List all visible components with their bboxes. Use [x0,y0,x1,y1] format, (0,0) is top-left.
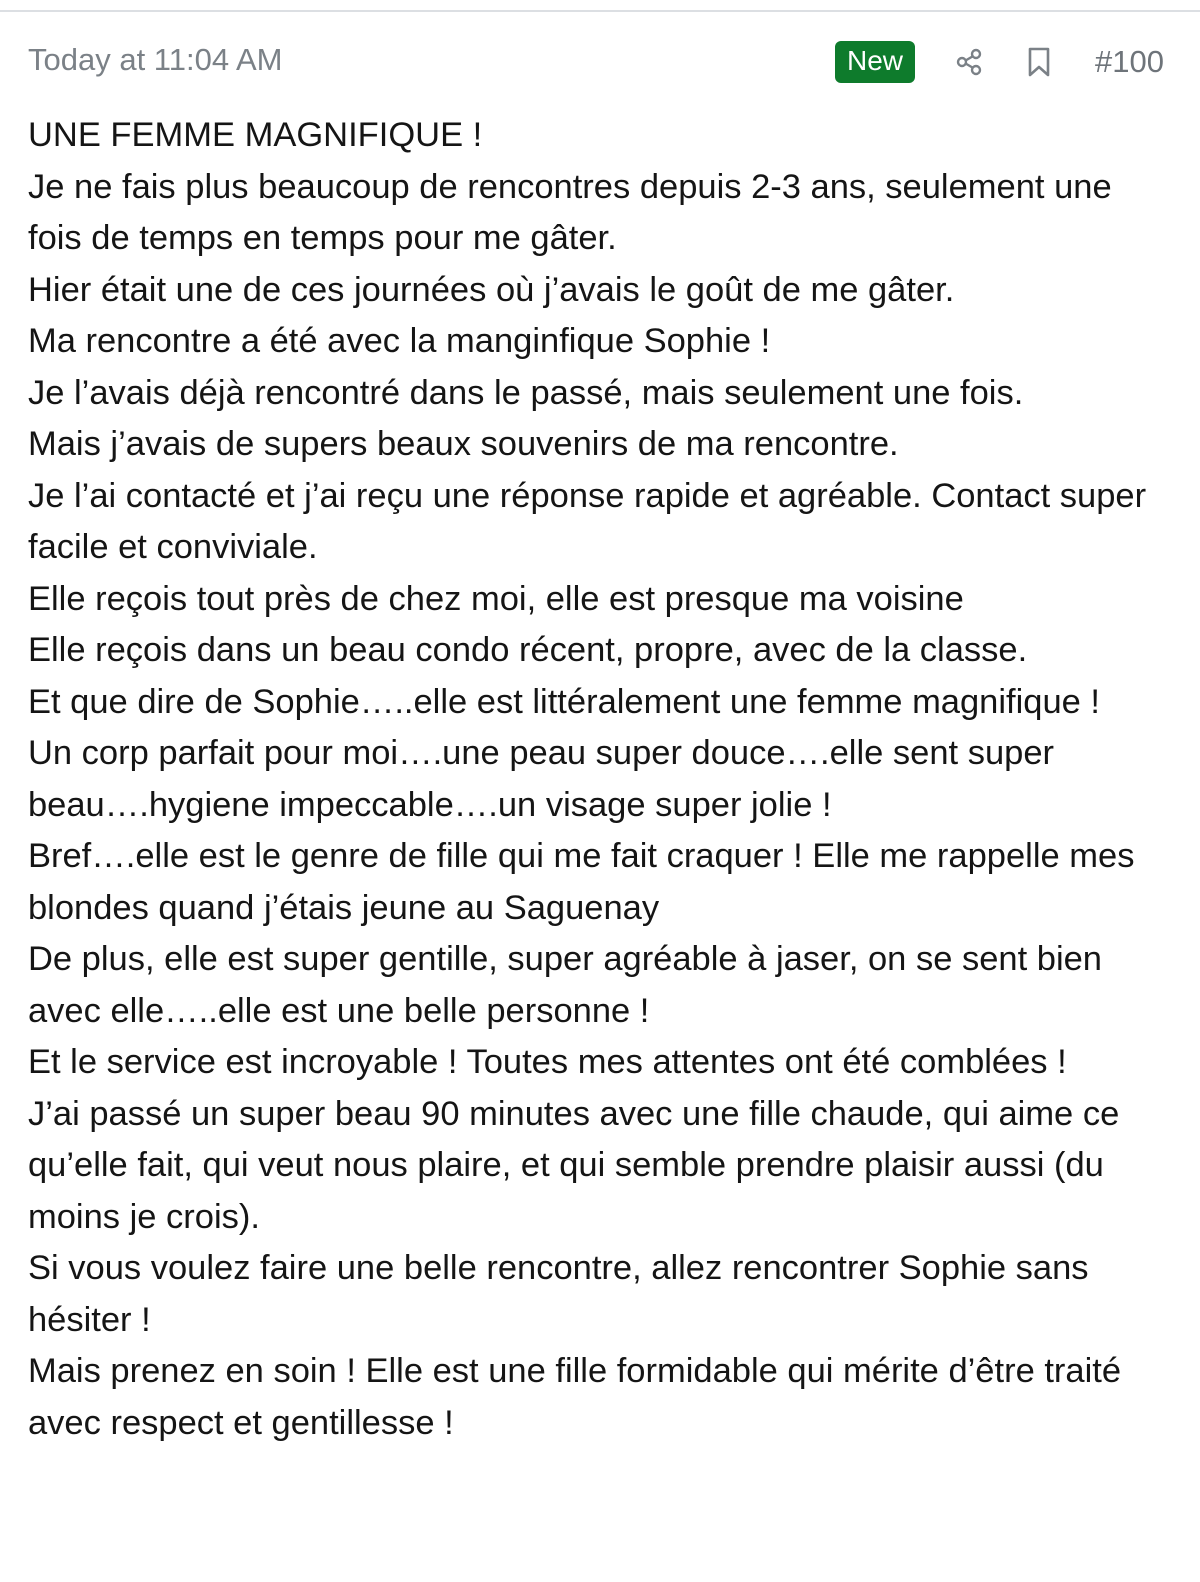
post-body [28,110,1173,1449]
post-paragraph: Bref….elle est le genre de fille qui me fait craquer ! Elle me rappelle mes blondes quand j’étais jeune au Saguenay [28,837,1145,927]
bookmark-icon-graphic [1026,46,1052,78]
post-paragraph: Mais j’avais de supers beaux souvenirs de ma rencontre. [28,425,899,463]
share-icon[interactable] [951,44,987,80]
post-paragraph: Je ne fais plus beaucoup de rencontres depuis 2-3 ans, seulement une fois de temps en temps pour me gâter. [28,167,1122,257]
post-paragraph: Elle reçois tout près de chez moi, elle est presque ma voisine [28,579,964,618]
post-paragraph: Je l’ai contacté et j’ai reçu une réponse rapide et agréable. Contact super facile et conviviale. [28,476,1156,566]
post-paragraph: De plus, elle est super gentille, super agréable à jaser, on se sent bien avec elle…..elle est une belle personne ! [28,940,1112,1030]
bookmark-icon[interactable] [1021,44,1057,80]
post-actions [835,40,1164,84]
post-paragraph: Si vous voulez faire une belle rencontre, allez rencontrer Sophie sans hésiter ! [28,1249,1099,1339]
share-icon-graphic [954,47,984,77]
post-timestamp[interactable]: Today at 11:04 AM [28,42,283,77]
post-paragraph: Hier était une de ces journées où j’avais le goût de me gâter. [28,270,955,309]
post-paragraph: Et le service est incroyable ! Toutes mes attentes ont été comblées ! [28,1043,1067,1081]
post-paragraph: Elle reçois dans un beau condo récent, propre, avec de la classe. [28,631,1028,669]
top-divider [0,0,1200,12]
post-paragraph: J’ai passé un super beau 90 minutes avec une fille chaude, qui aime ce qu’elle fait, qui veut nous plaire, et qui semble prendre plaisir aussi (du moins je crois). [28,1094,1129,1236]
post-paragraph: Je l’avais déjà rencontré dans le passé, mais seulement une fois. [28,373,1024,412]
new-badge: New [835,41,915,83]
forum-post [0,12,1200,1582]
post-paragraph: Un corp parfait pour moi….une peau super douce….elle sent super beau….hygiene impeccable….un visage super jolie ! [28,734,1064,824]
post-paragraph: Et que dire de Sophie…..elle est littéralement une femme magnifique ! [28,682,1101,721]
post-number-link[interactable]: #100 [1095,44,1164,79]
post-paragraph: Ma rencontre a été avec la manginfique Sophie ! [28,322,771,360]
post-title-line: UNE FEMME MAGNIFIQUE ! [28,116,483,154]
post-paragraph: Mais prenez en soin ! Elle est une fille formidable qui mérite d’être traité avec respect et gentillesse ! [28,1352,1131,1442]
post-header [28,40,1164,84]
